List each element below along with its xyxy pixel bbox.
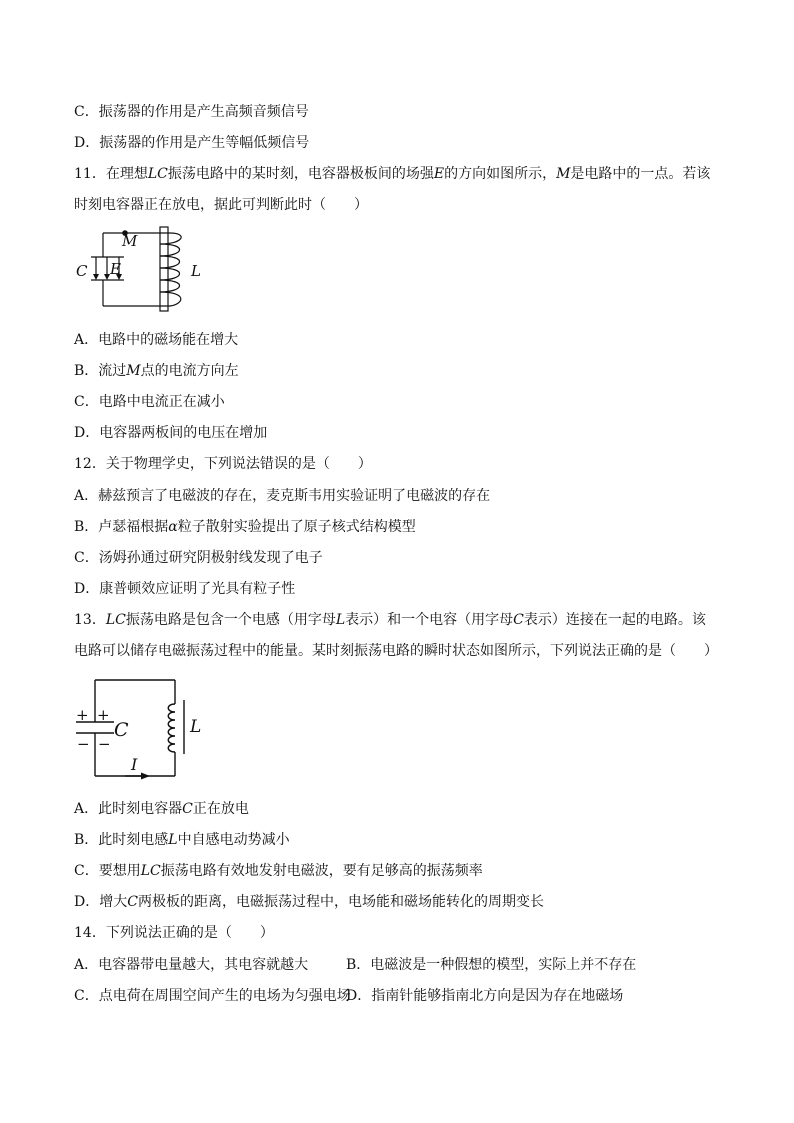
q10-option-d: D．振荡器的作用是产生等幅低频信号 bbox=[74, 135, 310, 151]
q11-stem-line2: 时刻电容器正在放电，据此可判断此时（ ） bbox=[74, 197, 368, 213]
q12-option-a: A．赫兹预言了电磁波的存在，麦克斯韦用实验证明了电磁波的存在 bbox=[74, 488, 491, 504]
q13-fig-label-c: C bbox=[114, 719, 129, 741]
q11-fig-label-l: L bbox=[191, 262, 201, 280]
q11-option-a: A．电路中的磁场能在增大 bbox=[74, 332, 239, 348]
q14-option-b: B．电磁波是一种假想的模型，实际上并不存在 bbox=[346, 957, 637, 973]
q10-option-c: C．振荡器的作用是产生高频音频信号 bbox=[74, 104, 309, 120]
q11-option-d: D．电容器两板间的电压在增加 bbox=[74, 425, 268, 441]
q13-fig-label-minus-right: − bbox=[98, 735, 111, 753]
q12-option-c: C．汤姆孙通过研究阴极射线发现了电子 bbox=[74, 550, 323, 566]
q12-stem: 12．关于物理学史，下列说法错误的是（ ） bbox=[74, 456, 372, 472]
q11-stem-line1: 11．在理想LC振荡电路中的某时刻，电容器极板间的场强E的方向如图所示，M是电路中的一点。若该 bbox=[74, 166, 711, 182]
q13-option-a: A．此时刻电容器C正在放电 bbox=[74, 801, 249, 817]
q12-option-d: D．康普顿效应证明了光具有粒子性 bbox=[74, 581, 296, 597]
q13-stem-line1: 13．LC振荡电路是包含一个电感（用字母L表示）和一个电容（用字母C表示）连接在一起的电路。该 bbox=[74, 612, 706, 628]
q13-option-c: C．要想用LC振荡电路有效地发射电磁波，要有足够高的振荡频率 bbox=[74, 863, 483, 879]
q13-option-d: D．增大C两极板的距离，电磁振荡过程中，电场能和磁场能转化的周期变长 bbox=[74, 894, 544, 910]
q13-option-b: B．此时刻电感L中自感电动势减小 bbox=[74, 832, 290, 848]
q13-fig-label-plus-left: + bbox=[76, 706, 89, 724]
q13-lc-circuit-figure bbox=[70, 674, 210, 784]
q13-fig-label-minus-left: − bbox=[77, 735, 90, 753]
q11-fig-label-m: M bbox=[122, 232, 138, 250]
q14-stem: 14．下列说法正确的是（ ） bbox=[74, 925, 274, 941]
q11-fig-label-e: E bbox=[110, 260, 121, 278]
q13-fig-label-i: I bbox=[131, 755, 138, 774]
q11-fig-label-c: C bbox=[76, 262, 88, 280]
q14-option-d: D．指南针能够指南北方向是因为存在地磁场 bbox=[346, 988, 624, 1004]
q14-option-a: A．电容器带电量越大，其电容就越大 bbox=[74, 957, 309, 973]
q13-fig-label-l: L bbox=[190, 717, 202, 737]
q12-option-b: B．卢瑟福根据α粒子散射实验提出了原子核式结构模型 bbox=[74, 519, 416, 535]
q11-option-c: C．电路中电流正在减小 bbox=[74, 394, 225, 410]
q13-stem-line2: 电路可以储存电磁振荡过程中的能量。某时刻振荡电路的瞬时状态如图所示，下列说法正确的是（ ） bbox=[74, 643, 718, 659]
q14-option-c: C．点电荷在周围空间产生的电场为匀强电场 bbox=[74, 988, 351, 1004]
q13-fig-label-plus-right: + bbox=[97, 706, 110, 724]
q11-option-b: B．流过M点的电流方向左 bbox=[74, 363, 239, 379]
q13-current-arrow bbox=[141, 773, 150, 780]
